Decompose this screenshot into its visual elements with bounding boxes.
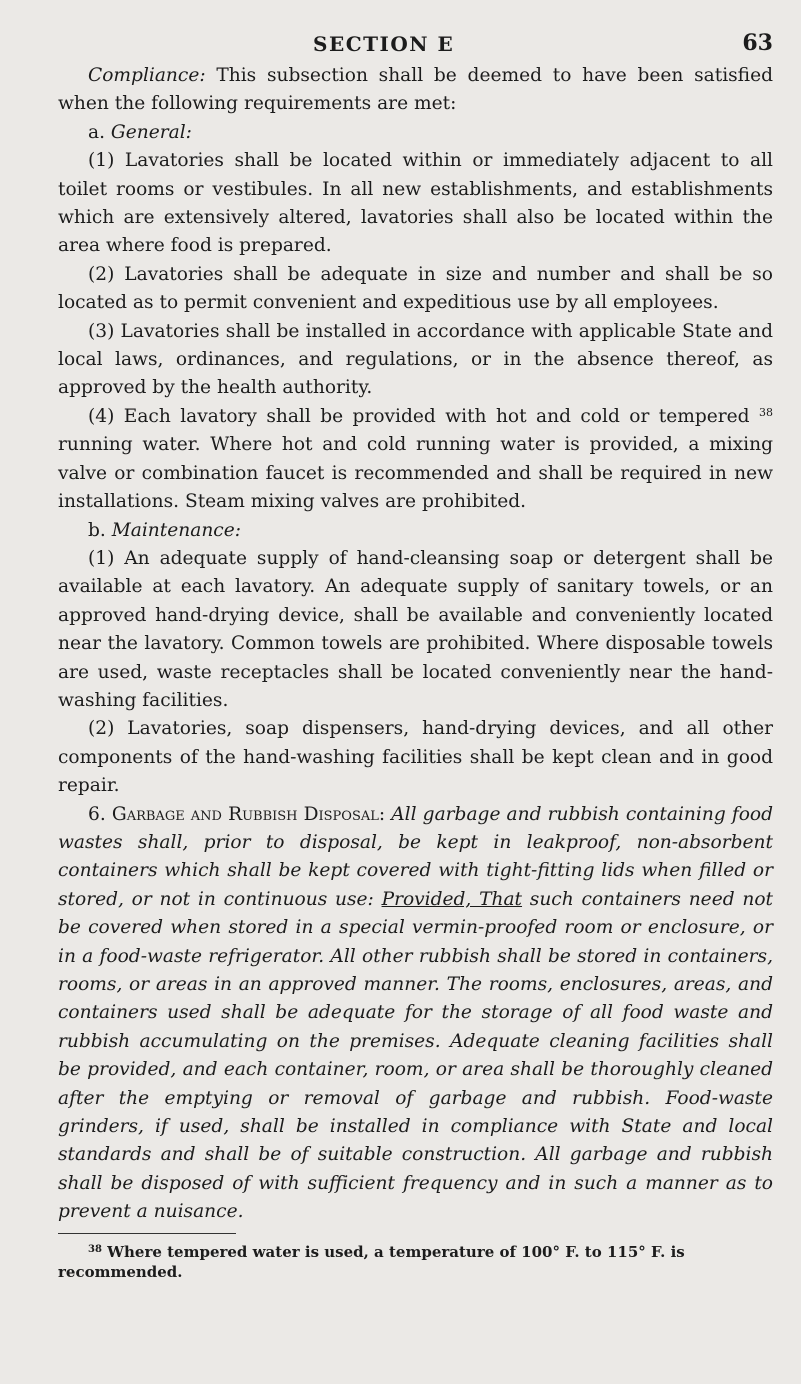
general-item-1: (1) Lavatories shall be located within or immediately adjacent to all toilet rooms or vestibules. In all new establishments, and establishments which are extensively altered, lavatories shall also be located within the area where food is prepared. (58, 150, 773, 257)
general-heading (58, 119, 773, 147)
footnote-text: Where tempered water is used, a temperature of 100° F. to 115° F. is recommended. (58, 1242, 685, 1281)
garbage-paragraph (58, 801, 773, 1227)
garbage-heading: Garbage and Rubbish Disposal: (111, 803, 386, 825)
general-item-3: (3) Lavatories shall be installed in accordance with applicable State and local laws, ordinances, and regulations, or in the absence thereof, as approved by the health authority. (58, 320, 773, 399)
maintenance-letter: b. (88, 519, 112, 541)
garbage-text-2: such containers need not be covered when stored in a special vermin-proofed room or enclosure, or in a food-waste refrigerator. All other rubbish shall be stored in containers, rooms, or areas in an approved manner. The rooms, enclosures, areas, and containers used shall be adequate for the storage of all food waste and rubbish accumulating on the premises. Adequate cleaning facilities shall be provided, and each container, room, or area shall be thoroughly cleaned after the emptying or removal of garbage and rubbish. Food-waste grinders, if used, shall be installed in compliance with State and local standards and shall be of suitable construction. All garbage and rubbish shall be disposed of with sufficient frequency and in such a manner as to prevent a nuisance. (58, 888, 773, 1223)
section-title: SECTION E (313, 32, 455, 56)
maintenance-item-1: (1) An adequate supply of hand-cleansing soap or detergent shall be available at each lavatory. An adequate supply of sanitary towels, or an approved hand-drying device, shall be available and conveniently located near the lavatory. Common towels are prohibited. Where disposable towels are used, waste receptacles shall be located conveniently near the hand-washing facilities. (58, 547, 773, 711)
garbage-number: 6. (88, 803, 112, 825)
document-page (58, 18, 773, 1282)
compliance-paragraph (58, 62, 773, 119)
general-letter: a. (88, 121, 111, 143)
running-head (58, 18, 773, 62)
compliance-intro: This subsection shall be deemed to have been satisfied when the following requirements are met: (58, 65, 773, 115)
general-item-4-text-cont: running water. Where hot and cold running water is provided, a mixing valve or combination faucet is recommended and shall be required in new installations. Steam mixing valves are prohibited. (58, 434, 773, 513)
garbage-text-1: All garbage and rubbish containing food wastes shall, prior to disposal, be kept in leakproof, non-absorbent containers which shall be kept covered with tight-fitting lids when filled or stored, or not in continuous use: (58, 803, 773, 910)
body-text (58, 62, 773, 1227)
maintenance-label: Maintenance: (111, 519, 241, 541)
compliance-label: Compliance: (88, 65, 206, 86)
footnote-rule (58, 1233, 236, 1234)
maintenance-heading (58, 517, 773, 545)
footnote-mark: 38 (88, 1243, 102, 1255)
footnote (58, 1242, 773, 1282)
page-number: 63 (742, 30, 773, 56)
general-item-4 (58, 403, 773, 517)
general-item-2: (2) Lavatories shall be adequate in size and number and shall be so located as to permit convenient and expeditious use by all employees. (58, 263, 773, 314)
footnote-reference: 38 (759, 405, 773, 419)
general-item-4-text: (4) Each lavatory shall be provided with hot and cold or tempered (88, 405, 759, 427)
maintenance-item-2: (2) Lavatories, soap dispensers, hand-drying devices, and all other components of the hand-washing facilities shall be kept clean and in good repair. (58, 718, 773, 797)
general-label: General: (110, 121, 192, 143)
garbage-provided: Provided, That (381, 888, 523, 910)
